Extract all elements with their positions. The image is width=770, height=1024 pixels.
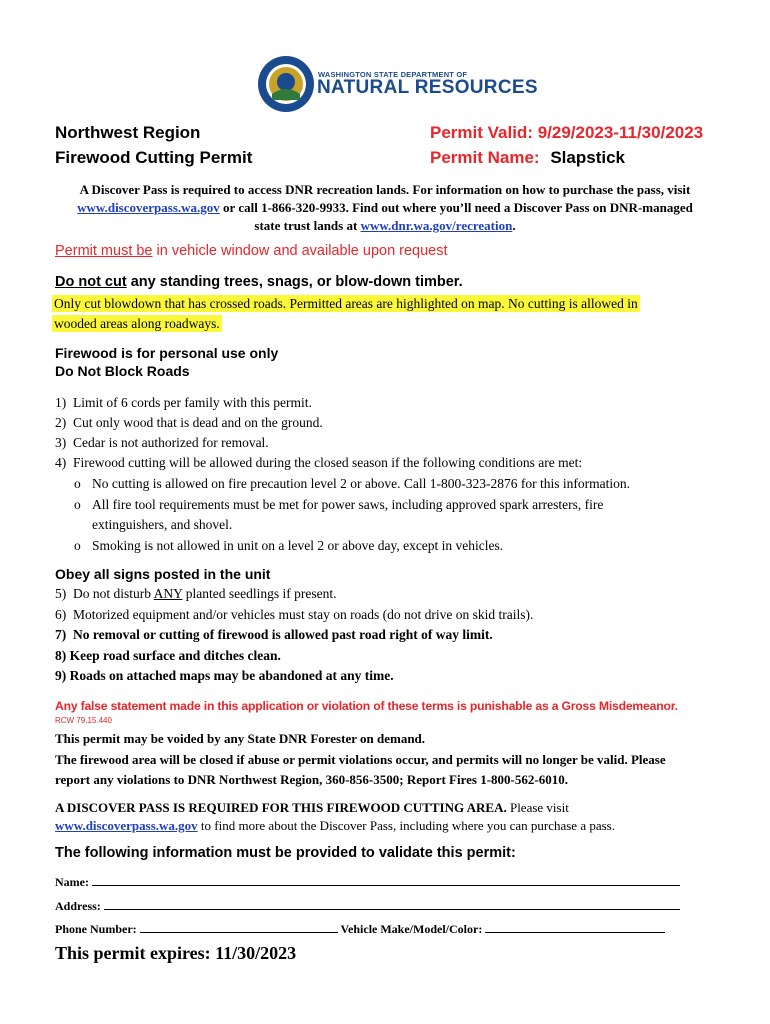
agency-title: NATURAL RESOURCES [317, 77, 538, 98]
name-field[interactable] [92, 873, 680, 886]
list-item: 8) Keep road surface and ditches clean. [55, 647, 281, 663]
list-item: o No cutting is allowed on fire precaution level 2 or above. Call 1-800-323-2876 for this information. [74, 476, 630, 491]
agency-subtitle: WASHINGTON STATE DEPARTMENT OF [318, 70, 468, 79]
name-label: Name: [55, 875, 89, 889]
discover-notice-text4: . [512, 218, 516, 233]
permit-expires: This permit expires: 11/30/2023 [55, 943, 297, 963]
do-not-cut-underlined: Do not cut [55, 274, 127, 290]
list-item: 1) Limit of 6 cords per family with this permit. [55, 395, 312, 410]
permit-name-label: Permit Name: [430, 148, 540, 167]
vehicle-label: Vehicle Make/Model/Color: [340, 922, 483, 936]
discover-notice-text3: state trust lands at [254, 218, 361, 233]
closure-notice-line1: The firewood area will be closed if abuse or permit violations occur, and permits will no longer be valid. Please [55, 752, 666, 767]
list-item: 9) Roads on attached maps may be abandoned at any time. [55, 668, 394, 683]
closure-notice-line2: report any violations to DNR Northwest Region, 360-856-3500; Report Fires 1-800-562-6010. [55, 772, 568, 787]
phone-field[interactable] [140, 920, 338, 933]
region-title: Northwest Region [55, 123, 201, 142]
list-item: 4) Firewood cutting will be allowed during the closed season if the following conditions are met: [55, 455, 583, 470]
list-item: extinguishers, and shovel. [92, 517, 233, 532]
highlight-line1: Only cut blowdown that has crossed roads. Permitted areas are highlighted on map. No cutting is allowed in [54, 296, 638, 311]
do-not-cut-heading [55, 274, 463, 290]
discover-notice-line1: A Discover Pass is required to access DNR recreation lands. For information on how to purchase the pass, visit [79, 182, 691, 197]
permit-type-title: Firewood Cutting Permit [55, 148, 253, 167]
phone-label: Phone Number: [55, 922, 137, 936]
permit-valid: Permit Valid: 9/29/2023-11/30/2023 [430, 123, 704, 142]
window-notice-rest: in vehicle window and available upon request [152, 243, 448, 259]
closure-notice [55, 750, 666, 790]
list-item: 6) Motorized equipment and/or vehicles must stay on roads (do not drive on skid trails). [55, 606, 534, 622]
phone-vehicle-row [55, 920, 685, 937]
discoverpass-link-2[interactable]: www.discoverpass.wa.gov [55, 818, 198, 833]
sub-rules-list [74, 474, 630, 556]
window-notice [55, 243, 448, 259]
rcw-reference: RCW 79.15.440 [55, 716, 112, 725]
discover-required-rest2: to find more about the Discover Pass, including where you can purchase a pass. [197, 818, 615, 833]
list-item: 2) Cut only wood that is dead and on the ground. [55, 415, 323, 430]
voided-notice: This permit may be voided by any State DNR Forester on demand. [55, 731, 426, 746]
rules-list-2 [55, 584, 533, 687]
address-field[interactable] [104, 897, 680, 910]
personal-use-heading: Firewood is for personal use only [55, 345, 279, 361]
list-item: 5) Do not disturb ANY planted seedlings if present. [55, 586, 337, 601]
vehicle-field[interactable] [485, 920, 665, 933]
permit-name-value: Slapstick [550, 148, 625, 167]
list-item: o Smoking is not allowed in unit on a level 2 or above day, except in vehicles. [74, 537, 504, 553]
discoverpass-link[interactable]: www.discoverpass.wa.gov [77, 200, 220, 215]
validate-heading: The following information must be provided to validate this permit: [55, 845, 516, 861]
discover-notice-line3 [40, 217, 730, 235]
permit-name-row [430, 148, 625, 168]
discover-pass-notice [40, 181, 730, 235]
window-notice-underlined: Permit must be [55, 243, 153, 259]
discover-required-rest: Please visit [506, 800, 569, 815]
discover-notice-text2: or call 1-866-320-9933. Find out where you’ll need a Discover Pass on DNR-managed [219, 200, 693, 215]
dnr-recreation-link[interactable]: www.dnr.wa.gov/recreation [360, 218, 513, 233]
discover-required-bold: A DISCOVER PASS IS REQUIRED FOR THIS FIREWOOD CUTTING AREA. [55, 800, 507, 815]
rules-list-1 [55, 393, 582, 473]
obey-signs-heading: Obey all signs posted in the unit [55, 566, 271, 582]
false-statement-warning: Any false statement made in this application or violation of these terms is punishable as a Gross Misdemeanor. [55, 699, 678, 713]
highlight-line2: wooded areas along roadways. [54, 316, 220, 331]
state-seal-icon [256, 54, 316, 114]
name-field-row [55, 873, 685, 890]
do-not-cut-rest: any standing trees, snags, or blow-down timber. [126, 274, 463, 290]
list-item: o All fire tool requirements must be met for power saws, including approved spark arresters, fire [74, 496, 604, 512]
address-label: Address: [55, 899, 101, 913]
highlighted-instructions [52, 294, 640, 334]
list-item: 3) Cedar is not authorized for removal. [55, 435, 269, 450]
do-not-block-heading: Do Not Block Roads [55, 363, 190, 379]
discover-notice-line2 [40, 199, 730, 217]
list-item: 7) No removal or cutting of firewood is allowed past road right of way limit. [55, 627, 493, 642]
discover-required-notice [55, 799, 615, 835]
address-field-row [55, 897, 685, 914]
